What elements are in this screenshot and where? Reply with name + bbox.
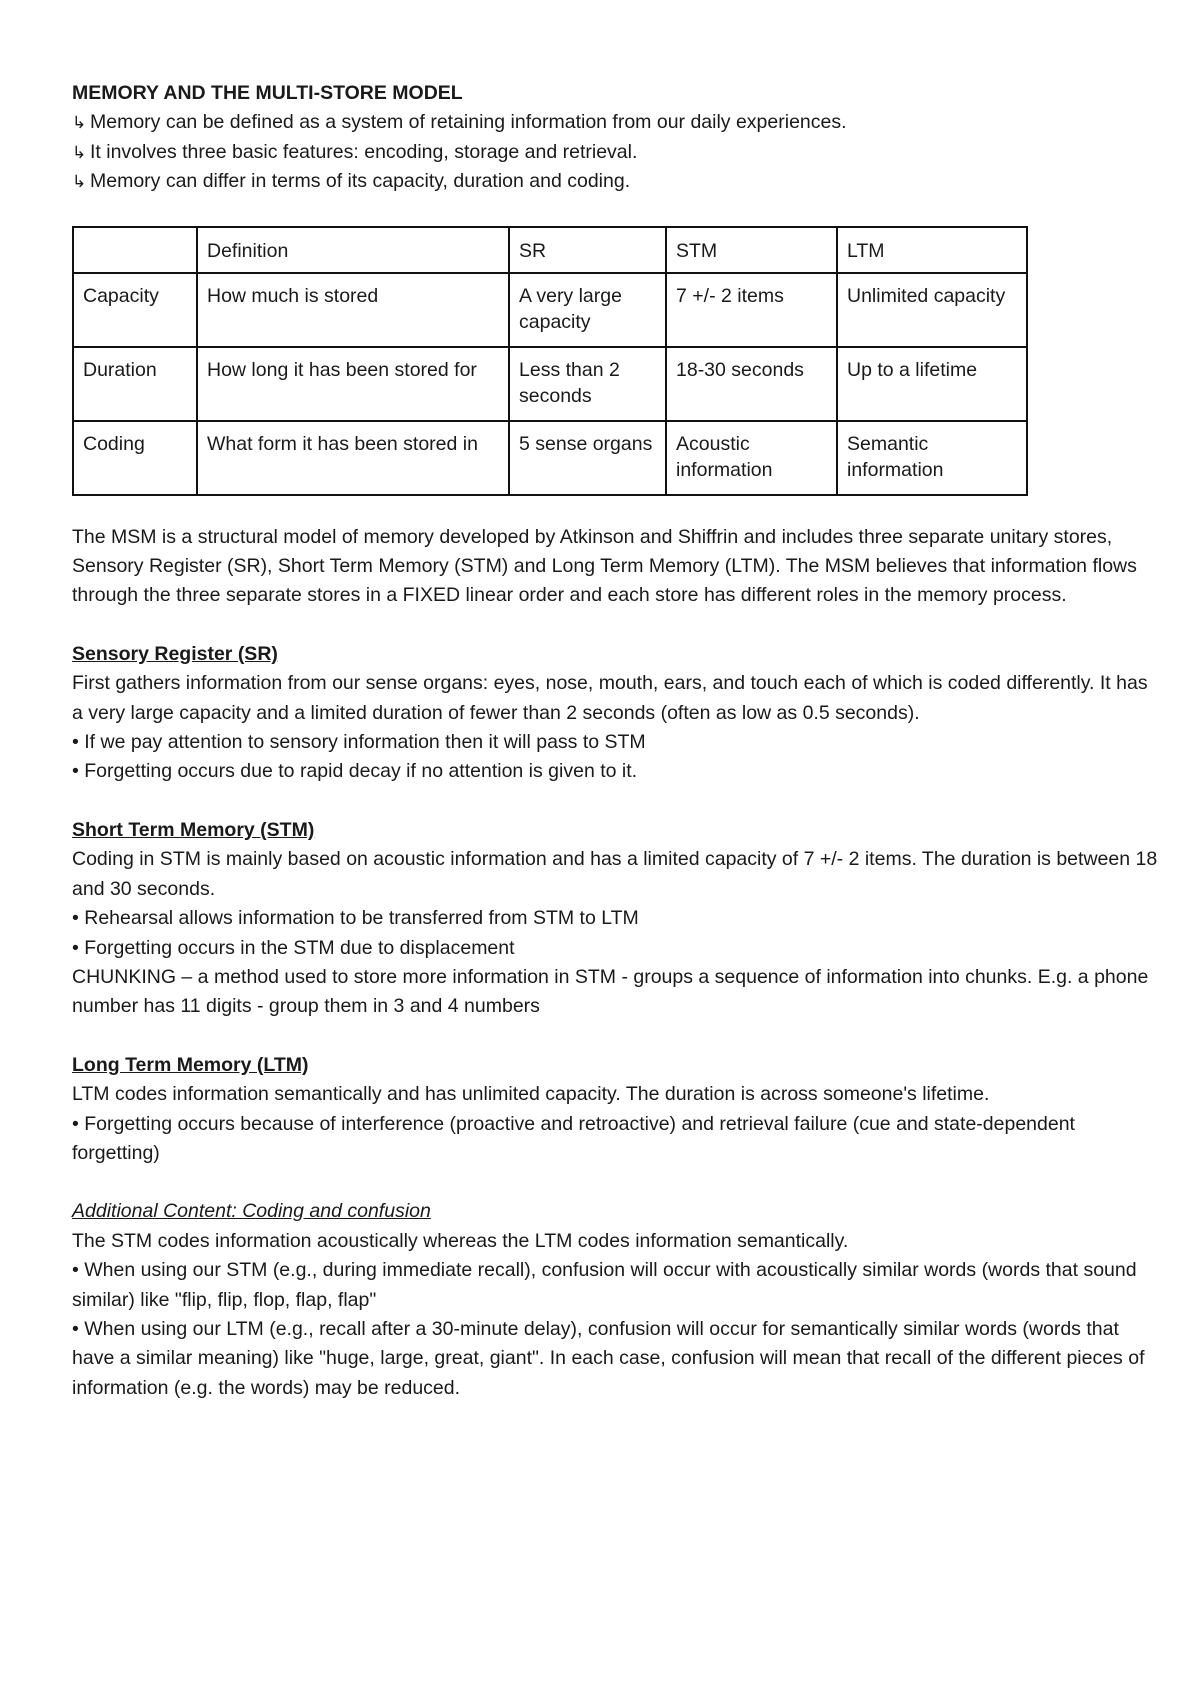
stm-bullet: • Rehearsal allows information to be transferred from STM to LTM — [72, 907, 639, 930]
document-title: MEMORY AND THE MULTI-STORE MODEL — [72, 82, 463, 104]
intro-text: Memory can be defined as a system of retaining information from our daily experiences. — [90, 111, 847, 134]
stm-text: Coding in STM is mainly based on acoustic information and has a limited capacity of 7 +/- 2 items. The duration is between 18 and 30 seconds. — [72, 848, 1158, 900]
ltm-bullet: • Forgetting occurs because of interference (proactive and retroactive) and retrieval failure (cue and state-dependent forgetting) — [72, 1112, 1075, 1164]
intro-text: Memory can differ in terms of its capacity, duration and coding. — [90, 170, 631, 193]
arrow-icon: ↳ — [72, 172, 87, 192]
table-header-cell: Definition — [197, 227, 509, 273]
sr-text: First gathers information from our sense organs: eyes, nose, mouth, ears, and touch each of which is coded differently. It has a very large capacity and a limited duration of fewer than 2 seconds (often as low as 0.5 seconds). — [72, 672, 1148, 724]
intro-text: It involves three basic features: encoding, storage and retrieval. — [90, 140, 638, 163]
stm-bullet: • Forgetting occurs in the STM due to displacement — [72, 936, 515, 959]
arrow-icon: ↳ — [72, 142, 87, 162]
table-row — [73, 421, 1027, 495]
additional-text: The STM codes information acoustically whereas the LTM codes information semantically. — [72, 1229, 849, 1252]
additional-bullet: • When using our LTM (e.g., recall after a 30-minute delay), confusion will occur for semantically similar words (words that have a similar meaning) like "huge, large, great, giant". In each case, confusion will mean that recall of the different pieces of information (e.g. the words) may be reduced. — [72, 1317, 1145, 1399]
msm-paragraph: The MSM is a structural model of memory developed by Atkinson and Shiffrin and includes three separate unitary stores, Sensory Register (SR), Short Term Memory (STM) and Long Term Memory (LTM). The MSM believes that information flows through the three separate stores in a FIXED linear order and each store has different roles in the memory process. — [72, 525, 1137, 607]
additional-bullet: • When using our STM (e.g., during immediate recall), confusion will occur with acoustically similar words (words that sound similar) like "flip, flip, flop, flap, flap" — [72, 1259, 1137, 1311]
table-cell: How long it has been stored for — [197, 347, 509, 421]
sr-bullet: • Forgetting occurs due to rapid decay if no attention is given to it. — [72, 760, 638, 783]
table-header-row — [73, 227, 1027, 273]
intro-line — [72, 108, 1160, 137]
table-header-cell: LTM — [837, 227, 1027, 273]
additional-heading: Additional Content: Coding and confusion — [72, 1200, 431, 1223]
table-cell: Acoustic information — [666, 421, 837, 495]
table-cell: What form it has been stored in — [197, 421, 509, 495]
intro-line — [72, 138, 1160, 167]
memory-stores-table — [72, 226, 1028, 496]
table-cell: Semantic information — [837, 421, 1027, 495]
table-cell: Duration — [73, 347, 197, 421]
table-row — [73, 273, 1027, 347]
table-cell: How much is stored — [197, 273, 509, 347]
table-cell: 5 sense organs — [509, 421, 666, 495]
sr-bullet: • If we pay attention to sensory information then it will pass to STM — [72, 731, 646, 754]
table-row — [73, 347, 1027, 421]
table-cell: Less than 2 seconds — [509, 347, 666, 421]
ltm-text: LTM codes information semantically and has unlimited capacity. The duration is across someone's lifetime. — [72, 1083, 990, 1106]
sr-heading: Sensory Register (SR) — [72, 642, 278, 665]
table-header-cell — [73, 227, 197, 273]
ltm-heading: Long Term Memory (LTM) — [72, 1053, 309, 1076]
table-cell: 7 +/- 2 items — [666, 273, 837, 347]
table-cell: Up to a lifetime — [837, 347, 1027, 421]
table-cell: 18-30 seconds — [666, 347, 837, 421]
table-cell: Capacity — [73, 273, 197, 347]
table-cell: A very large capacity — [509, 273, 666, 347]
intro-line — [72, 167, 1160, 196]
table-header-cell: SR — [509, 227, 666, 273]
table-cell: Coding — [73, 421, 197, 495]
table-header-cell: STM — [666, 227, 837, 273]
arrow-icon: ↳ — [72, 113, 87, 133]
stm-heading: Short Term Memory (STM) — [72, 818, 315, 841]
table-cell: Unlimited capacity — [837, 273, 1027, 347]
chunking-text: CHUNKING – a method used to store more information in STM - groups a sequence of information into chunks. E.g. a phone number has 11 digits - group them in 3 and 4 numbers — [72, 965, 1149, 1018]
